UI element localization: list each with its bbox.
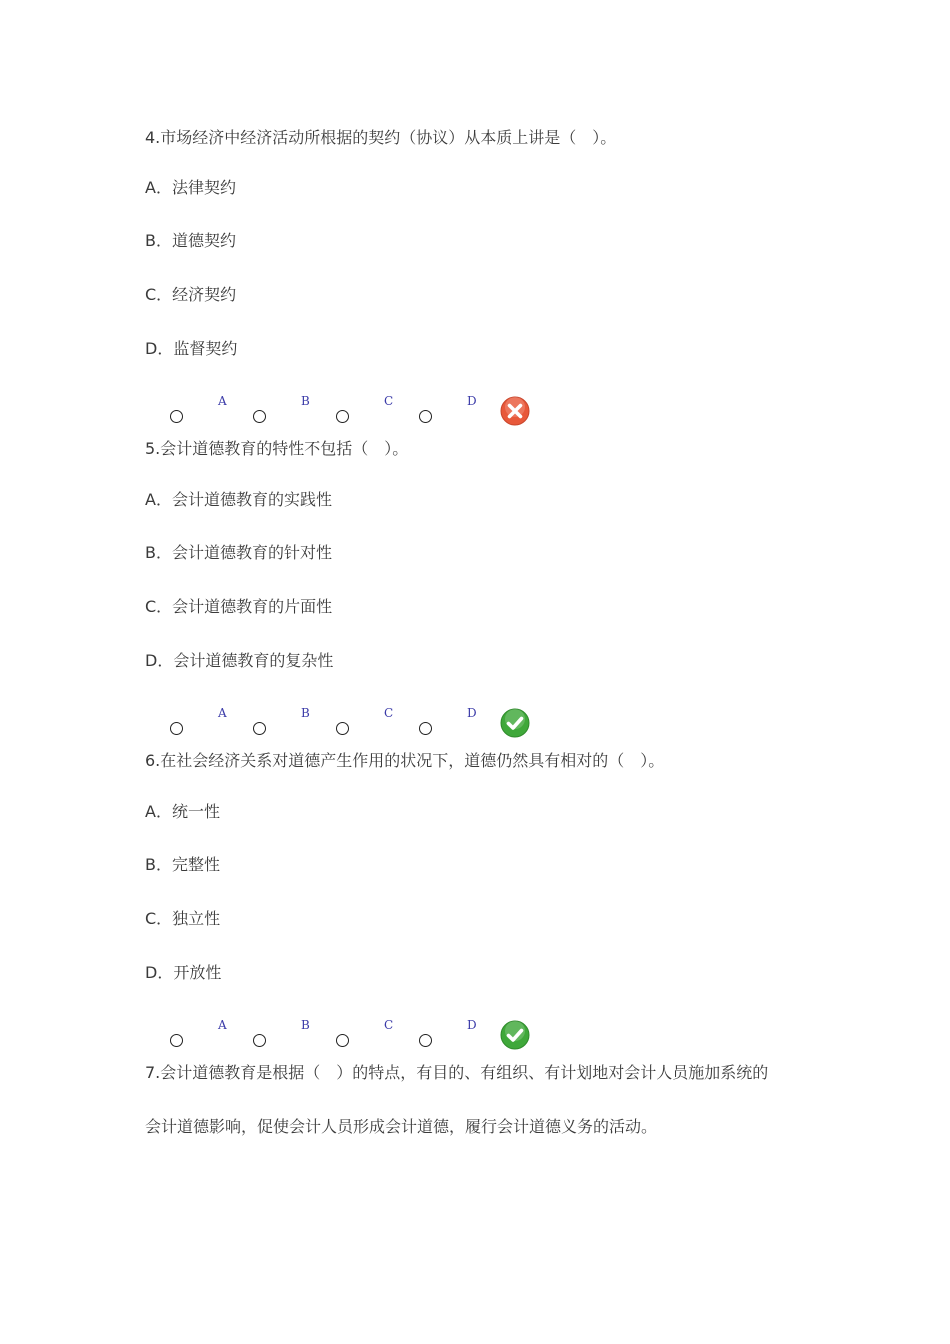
question-4-radio-d[interactable]: [419, 410, 432, 423]
question-5-answer-row: [168, 708, 548, 748]
question-5-radio-b[interactable]: [253, 722, 266, 735]
question-5-radio-label-c: C: [384, 706, 394, 720]
question-5-radio-c[interactable]: [336, 722, 349, 735]
question-7-stem-line-2: 会计道德影响，促使会计人员形成会计道德，履行会计道德义务的活动。: [145, 1117, 658, 1136]
cross-icon: [500, 396, 530, 426]
question-7-stem-line-1: 7.会计道德教育是根据（ ）的特点，有目的、有组织、有计划地对会计人员施加系统的: [145, 1063, 769, 1082]
question-6-radio-label-a: A: [218, 1018, 227, 1032]
question-6-radio-a[interactable]: [170, 1034, 183, 1047]
question-4-radio-label-a: A: [218, 394, 227, 408]
question-4-answer-row: [168, 396, 548, 436]
question-5-radio-label-d: D: [467, 706, 477, 720]
question-6-radio-c[interactable]: [336, 1034, 349, 1047]
question-5-radio-a[interactable]: [170, 722, 183, 735]
question-5-radio-d[interactable]: [419, 722, 432, 735]
question-4-radio-b[interactable]: [253, 410, 266, 423]
check-icon: [500, 708, 530, 738]
question-4-radio-c[interactable]: [336, 410, 349, 423]
question-6-stem: 6.在社会经济关系对道德产生作用的状况下，道德仍然具有相对的（ ）。: [145, 751, 665, 770]
question-6-radio-b[interactable]: [253, 1034, 266, 1047]
question-4-option-a: A．法律契约: [145, 178, 236, 197]
question-4-radio-a[interactable]: [170, 410, 183, 423]
question-6-option-c: C．独立性: [145, 909, 221, 928]
question-5-radio-label-b: B: [301, 706, 310, 720]
question-5-option-a: A．会计道德教育的实践性: [145, 490, 332, 509]
question-5-radio-label-a: A: [218, 706, 227, 720]
question-5-option-b: B．会计道德教育的针对性: [145, 543, 332, 562]
question-4-radio-label-b: B: [301, 394, 310, 408]
question-6-option-a: A．统一性: [145, 802, 220, 821]
question-6-option-b: B．完整性: [145, 855, 220, 874]
question-6-radio-d[interactable]: [419, 1034, 432, 1047]
check-icon: [500, 1020, 530, 1050]
question-6-radio-label-d: D: [467, 1018, 477, 1032]
question-4-option-d: D．监督契约: [145, 339, 238, 358]
question-4-option-c: C．经济契约: [145, 285, 237, 304]
question-5-option-d: D．会计道德教育的复杂性: [145, 651, 334, 670]
question-4-stem: 4.市场经济中经济活动所根据的契约（协议）从本质上讲是（ ）。: [145, 128, 617, 147]
question-6-answer-row: [168, 1020, 548, 1060]
question-4-radio-label-c: C: [384, 394, 394, 408]
question-5-option-c: C．会计道德教育的片面性: [145, 597, 333, 616]
question-4-option-b: B．道德契约: [145, 231, 236, 250]
question-5-stem: 5.会计道德教育的特性不包括（ ）。: [145, 439, 409, 458]
question-6-radio-label-b: B: [301, 1018, 310, 1032]
question-6-option-d: D．开放性: [145, 963, 222, 982]
question-4-radio-label-d: D: [467, 394, 477, 408]
question-6-radio-label-c: C: [384, 1018, 394, 1032]
